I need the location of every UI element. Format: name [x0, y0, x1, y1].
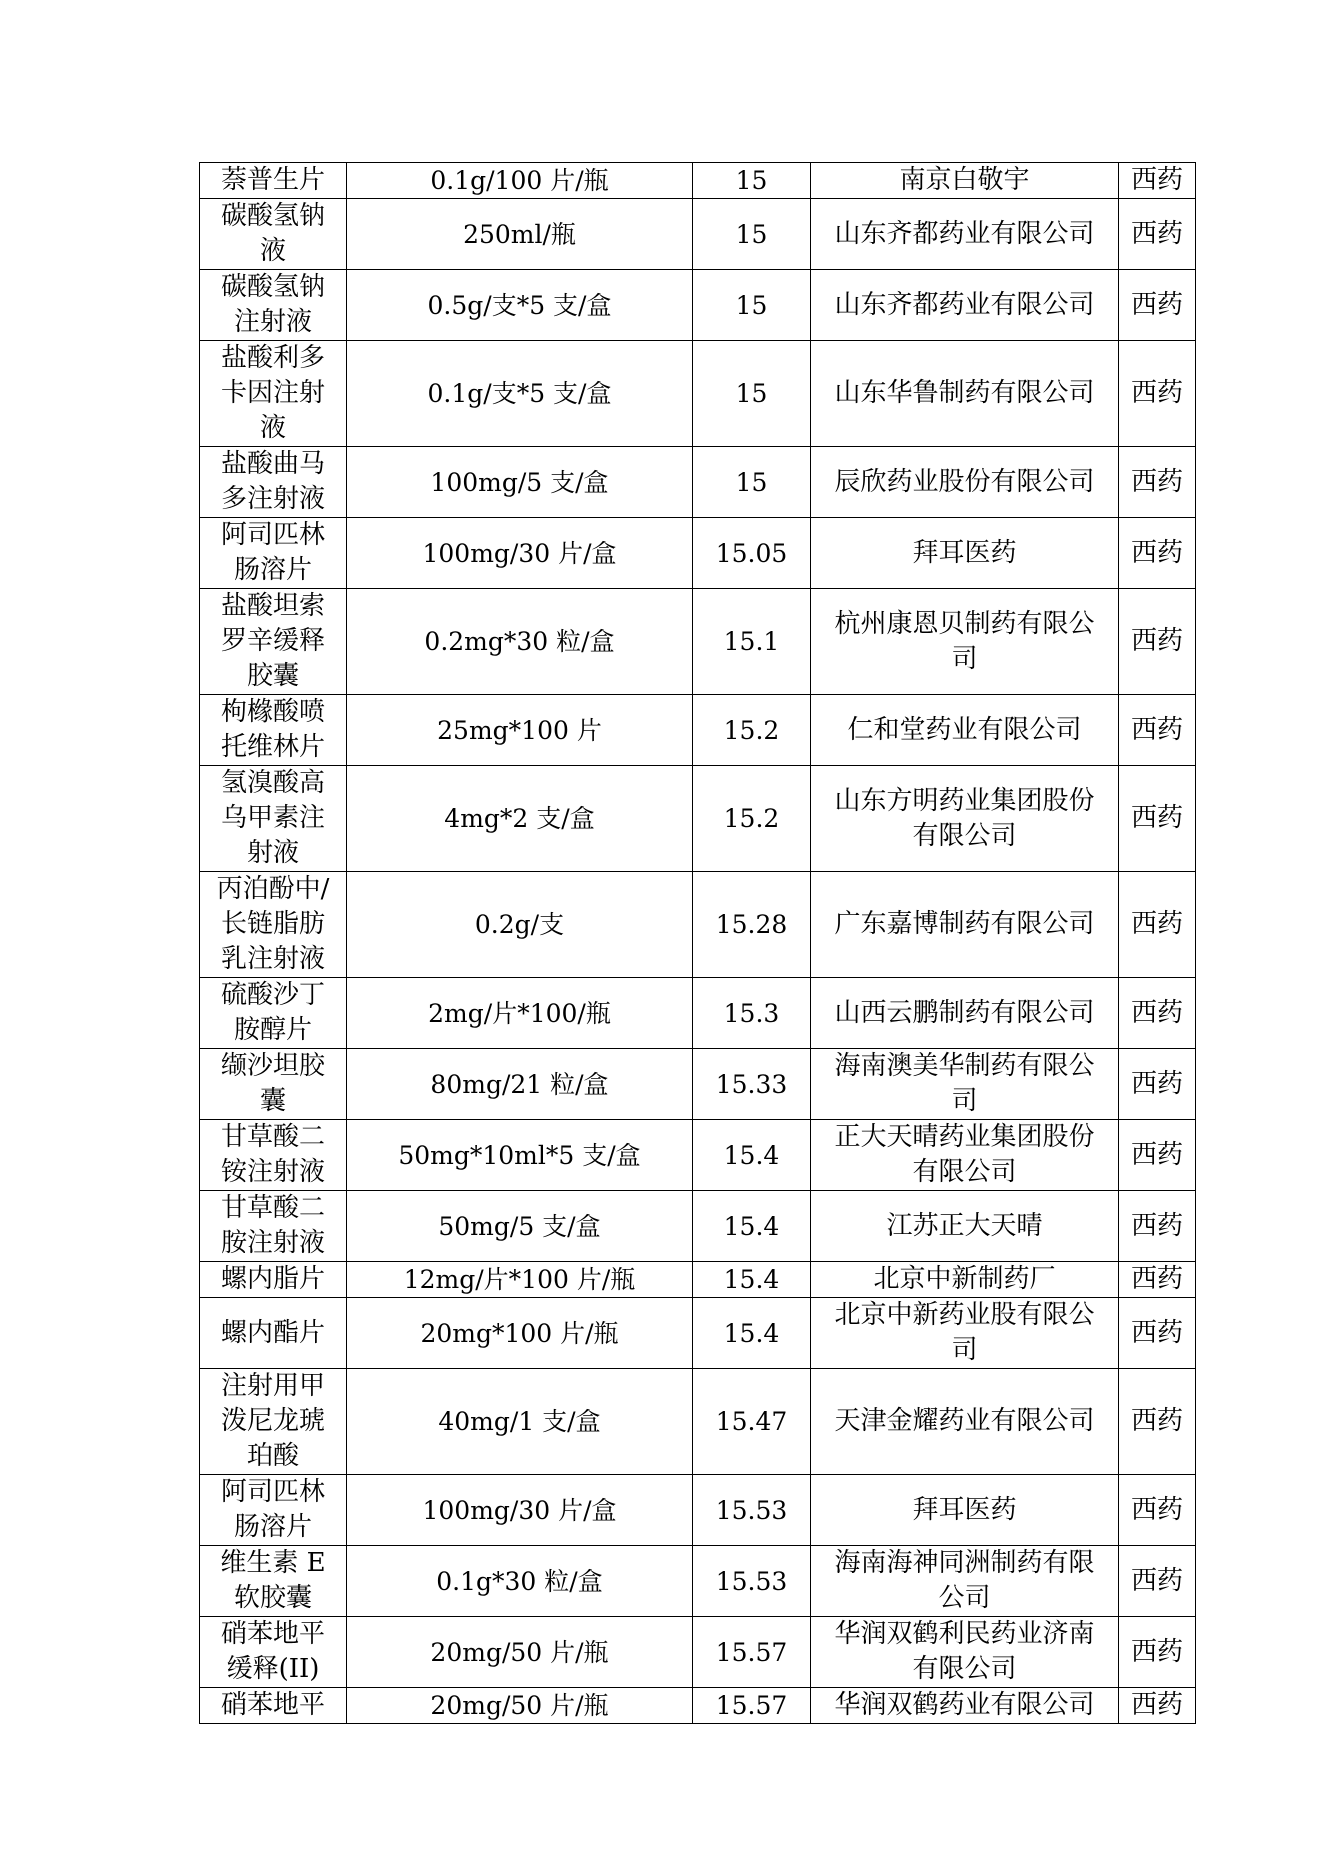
- price-cell: 15.05: [693, 518, 811, 589]
- category-cell: 西药: [1119, 1369, 1196, 1475]
- manufacturer-cell: 华润双鹤药业有限公司: [811, 1688, 1119, 1724]
- drug-name-cell: 阿司匹林肠溶片: [200, 518, 347, 589]
- spec-cell: 100mg/5 支/盒: [347, 447, 693, 518]
- drug-name-cell: 萘普生片: [200, 163, 347, 199]
- manufacturer-cell: 南京白敬宇: [811, 163, 1119, 199]
- category-cell: 西药: [1119, 270, 1196, 341]
- price-cell: 15: [693, 163, 811, 199]
- price-cell: 15.28: [693, 872, 811, 978]
- category-cell: 西药: [1119, 199, 1196, 270]
- manufacturer-cell: 山东齐都药业有限公司: [811, 270, 1119, 341]
- price-cell: 15.4: [693, 1262, 811, 1298]
- price-cell: 15.33: [693, 1049, 811, 1120]
- spec-cell: 0.1g/支*5 支/盒: [347, 341, 693, 447]
- category-cell: 西药: [1119, 695, 1196, 766]
- table-row: [200, 341, 1196, 447]
- manufacturer-cell: 海南澳美华制药有限公司: [811, 1049, 1119, 1120]
- table-row: [200, 1049, 1196, 1120]
- category-cell: 西药: [1119, 1298, 1196, 1369]
- manufacturer-cell: 正大天晴药业集团股份有限公司: [811, 1120, 1119, 1191]
- manufacturer-cell: 仁和堂药业有限公司: [811, 695, 1119, 766]
- price-cell: 15: [693, 270, 811, 341]
- price-cell: 15.4: [693, 1298, 811, 1369]
- table-row: [200, 518, 1196, 589]
- drug-name-cell: 碳酸氢钠注射液: [200, 270, 347, 341]
- drug-price-table: [199, 162, 1196, 1724]
- table-row: [200, 1688, 1196, 1724]
- table-row: [200, 695, 1196, 766]
- category-cell: 西药: [1119, 447, 1196, 518]
- spec-cell: 0.2g/支: [347, 872, 693, 978]
- spec-cell: 0.2mg*30 粒/盒: [347, 589, 693, 695]
- manufacturer-cell: 山东方明药业集团股份有限公司: [811, 766, 1119, 872]
- table-row: [200, 1546, 1196, 1617]
- table-row: [200, 872, 1196, 978]
- drug-name-cell: 缬沙坦胶囊: [200, 1049, 347, 1120]
- spec-cell: 80mg/21 粒/盒: [347, 1049, 693, 1120]
- price-cell: 15.1: [693, 589, 811, 695]
- category-cell: 西药: [1119, 1617, 1196, 1688]
- drug-name-cell: 盐酸坦索罗辛缓释胶囊: [200, 589, 347, 695]
- drug-name-cell: 碳酸氢钠液: [200, 199, 347, 270]
- price-cell: 15.53: [693, 1475, 811, 1546]
- manufacturer-cell: 拜耳医药: [811, 1475, 1119, 1546]
- drug-name-cell: 甘草酸二铵注射液: [200, 1120, 347, 1191]
- drug-name-cell: 氢溴酸高乌甲素注射液: [200, 766, 347, 872]
- table-row: [200, 766, 1196, 872]
- manufacturer-cell: 辰欣药业股份有限公司: [811, 447, 1119, 518]
- price-cell: 15.2: [693, 766, 811, 872]
- spec-cell: 100mg/30 片/盒: [347, 518, 693, 589]
- category-cell: 西药: [1119, 341, 1196, 447]
- category-cell: 西药: [1119, 872, 1196, 978]
- table-row: [200, 1120, 1196, 1191]
- spec-cell: 50mg/5 支/盒: [347, 1191, 693, 1262]
- manufacturer-cell: 北京中新制药厂: [811, 1262, 1119, 1298]
- price-cell: 15.47: [693, 1369, 811, 1475]
- manufacturer-cell: 江苏正大天晴: [811, 1191, 1119, 1262]
- spec-cell: 20mg/50 片/瓶: [347, 1688, 693, 1724]
- category-cell: 西药: [1119, 1120, 1196, 1191]
- manufacturer-cell: 华润双鹤利民药业济南有限公司: [811, 1617, 1119, 1688]
- manufacturer-cell: 山西云鹏制药有限公司: [811, 978, 1119, 1049]
- category-cell: 西药: [1119, 589, 1196, 695]
- spec-cell: 4mg*2 支/盒: [347, 766, 693, 872]
- drug-name-cell: 螺内酯片: [200, 1298, 347, 1369]
- category-cell: 西药: [1119, 978, 1196, 1049]
- table-row: [200, 1369, 1196, 1475]
- drug-name-cell: 维生素 E 软胶囊: [200, 1546, 347, 1617]
- spec-cell: 20mg*100 片/瓶: [347, 1298, 693, 1369]
- table-row: [200, 1262, 1196, 1298]
- spec-cell: 0.1g/100 片/瓶: [347, 163, 693, 199]
- drug-name-cell: 阿司匹林肠溶片: [200, 1475, 347, 1546]
- table-row: [200, 199, 1196, 270]
- price-cell: 15.4: [693, 1191, 811, 1262]
- spec-cell: 25mg*100 片: [347, 695, 693, 766]
- manufacturer-cell: 北京中新药业股有限公司: [811, 1298, 1119, 1369]
- table-row: [200, 163, 1196, 199]
- table-row: [200, 1298, 1196, 1369]
- manufacturer-cell: 山东华鲁制药有限公司: [811, 341, 1119, 447]
- spec-cell: 20mg/50 片/瓶: [347, 1617, 693, 1688]
- manufacturer-cell: 山东齐都药业有限公司: [811, 199, 1119, 270]
- drug-name-cell: 甘草酸二胺注射液: [200, 1191, 347, 1262]
- manufacturer-cell: 天津金耀药业有限公司: [811, 1369, 1119, 1475]
- drug-name-cell: 丙泊酚中/长链脂肪乳注射液: [200, 872, 347, 978]
- manufacturer-cell: 拜耳医药: [811, 518, 1119, 589]
- spec-cell: 100mg/30 片/盒: [347, 1475, 693, 1546]
- price-cell: 15.53: [693, 1546, 811, 1617]
- category-cell: 西药: [1119, 1262, 1196, 1298]
- manufacturer-cell: 海南海神同洲制药有限公司: [811, 1546, 1119, 1617]
- drug-name-cell: 螺内脂片: [200, 1262, 347, 1298]
- price-cell: 15: [693, 447, 811, 518]
- spec-cell: 12mg/片*100 片/瓶: [347, 1262, 693, 1298]
- spec-cell: 2mg/片*100/瓶: [347, 978, 693, 1049]
- table-row: [200, 270, 1196, 341]
- price-cell: 15: [693, 199, 811, 270]
- spec-cell: 0.5g/支*5 支/盒: [347, 270, 693, 341]
- spec-cell: 0.1g*30 粒/盒: [347, 1546, 693, 1617]
- category-cell: 西药: [1119, 518, 1196, 589]
- spec-cell: 50mg*10ml*5 支/盒: [347, 1120, 693, 1191]
- drug-name-cell: 硫酸沙丁胺醇片: [200, 978, 347, 1049]
- spec-cell: 250ml/瓶: [347, 199, 693, 270]
- category-cell: 西药: [1119, 1191, 1196, 1262]
- category-cell: 西药: [1119, 1049, 1196, 1120]
- price-cell: 15.2: [693, 695, 811, 766]
- table-row: [200, 1191, 1196, 1262]
- manufacturer-cell: 广东嘉博制药有限公司: [811, 872, 1119, 978]
- drug-name-cell: 盐酸利多卡因注射液: [200, 341, 347, 447]
- spec-cell: 40mg/1 支/盒: [347, 1369, 693, 1475]
- category-cell: 西药: [1119, 1546, 1196, 1617]
- table-row: [200, 447, 1196, 518]
- manufacturer-cell: 杭州康恩贝制药有限公司: [811, 589, 1119, 695]
- price-cell: 15.3: [693, 978, 811, 1049]
- drug-name-cell: 注射用甲泼尼龙琥珀酸: [200, 1369, 347, 1475]
- price-cell: 15.57: [693, 1617, 811, 1688]
- table-row: [200, 978, 1196, 1049]
- category-cell: 西药: [1119, 766, 1196, 872]
- drug-name-cell: 硝苯地平缓释(II): [200, 1617, 347, 1688]
- drug-name-cell: 硝苯地平: [200, 1688, 347, 1724]
- category-cell: 西药: [1119, 163, 1196, 199]
- price-cell: 15: [693, 341, 811, 447]
- category-cell: 西药: [1119, 1688, 1196, 1724]
- table-row: [200, 1617, 1196, 1688]
- price-cell: 15.57: [693, 1688, 811, 1724]
- price-cell: 15.4: [693, 1120, 811, 1191]
- table-row: [200, 589, 1196, 695]
- category-cell: 西药: [1119, 1475, 1196, 1546]
- drug-name-cell: 盐酸曲马多注射液: [200, 447, 347, 518]
- drug-name-cell: 枸橼酸喷托维林片: [200, 695, 347, 766]
- table-row: [200, 1475, 1196, 1546]
- table-body: [200, 163, 1196, 1724]
